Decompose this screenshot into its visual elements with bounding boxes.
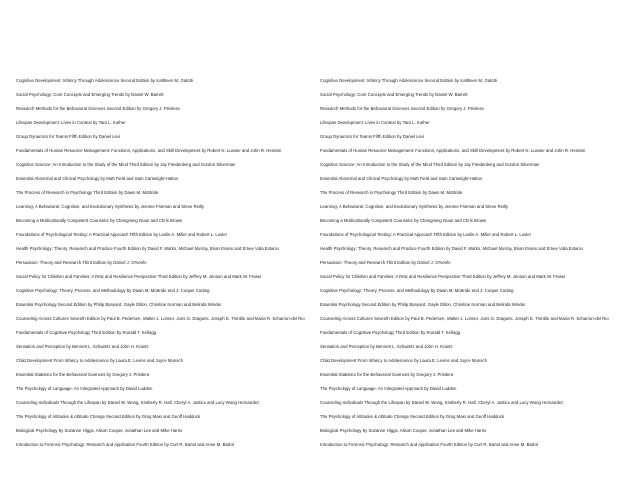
list-item: The Process of Research in Psychology Third Edition by Dawn M. McBride <box>16 190 159 196</box>
list-item: Counseling Individuals Through the Lifespan by Daniel W. Wong, Kimberly R. Hall, Cheryl A. Justice and Lucy Wong Hernandez <box>16 400 260 406</box>
list-item: Social Psychology: Core Concepts and Emerging Trends by Daniel W. Barrett <box>16 92 164 98</box>
list-item: Social Policy for Children and Families: A Risk and Resilience Perspective Third Edition by Jeffrey M. Jenson and Mark W. Fraser <box>16 274 262 280</box>
list-item: Group Dynamics for Teams Fifth Edition by Daniel Levi <box>16 134 121 140</box>
list-item: Cognitive Science: An Introduction to the Study of the Mind Third Edition by Jay Friedenberg and Gordon Silverman <box>16 162 236 168</box>
list-item: Foundations of Psychological Testing: A Practical Approach Fifth Edition by Leslie A. Miller and Robert L. Lovler <box>320 232 532 238</box>
list-item: Fundamentals of Human Resource Management: Functions, Applications, and Skill Development by Robert N. Lussier and John R. Hendon <box>320 148 586 154</box>
list-item: The Psychology of Language: An Integrated Approach by David Ludden <box>320 386 457 392</box>
list-item: Foundations of Psychological Testing: A Practical Approach Fifth Edition by Leslie A. Miller and Robert L. Lovler <box>16 232 228 238</box>
list-item: Fundamentals of Cognitive Psychology Third Edition by Ronald T. Kellogg <box>16 330 157 336</box>
list-item: Child Development From Infancy to Adolescence by Laura E. Levine and Joyce Munsch <box>320 358 487 364</box>
list-item: Fundamentals of Human Resource Management: Functions, Applications, and Skill Development by Robert N. Lussier and John R. Hendon <box>16 148 282 154</box>
list-item: Essential Psychology Second Edition by Philip Banyard, Gayle Dillon, Christine Norman and Belinda Winder <box>320 302 526 308</box>
list-item: Cognitive Psychology: Theory, Process, and Methodology by Dawn M. McBride and J. Cooper Cutting <box>16 288 210 294</box>
list-item: Social Policy for Children and Families: A Risk and Resilience Perspective Third Edition by Jeffrey M. Jenson and Mark W. Fraser <box>320 274 566 280</box>
list-item: Fundamentals of Cognitive Psychology Third Edition by Ronald T. Kellogg <box>320 330 461 336</box>
list-item: Biological Psychology by Suzanne Higgs, Alison Cooper, Jonathan Lee and Mike Harris <box>320 428 487 434</box>
list-item: Research Methods for the Behavioral Sciences Second Edition by Gregory J. Privitera <box>16 106 180 112</box>
list-item: Learning: A Behavioral, Cognitive, and Evolutionary Synthesis by Jerome Frieman and Steve Reilly <box>16 204 204 210</box>
right-column <box>320 78 620 448</box>
list-item: Lifespan Development: Lives in Context by Tara L. Kuther <box>16 120 126 126</box>
list-item: The Process of Research in Psychology Third Edition by Dawn M. McBride <box>320 190 463 196</box>
list-item: Group Dynamics for Teams Fifth Edition by Daniel Levi <box>320 134 425 140</box>
list-item: The Psychology of Language: An Integrated Approach by David Ludden <box>16 386 153 392</box>
list-item: Child Development From Infancy to Adolescence by Laura E. Levine and Joyce Munsch <box>16 358 183 364</box>
list-item: Persuasion: Theory and Research Third Edition by Daniel J. O'Keefe <box>320 260 451 266</box>
list-item: Sensation and Perception by Bennett L. Schwartz and John H. Krantz <box>320 344 453 350</box>
list-item: Biological Psychology by Suzanne Higgs, Alison Cooper, Jonathan Lee and Mike Harris <box>16 428 183 434</box>
list-item: Health Psychology: Theory, Research and Practice Fourth Edition by David F. Marks, Michael Murray, Brian Evans and Emee Vida Estacio <box>320 246 583 252</box>
left-column <box>16 78 316 448</box>
list-item: Essential Psychology Second Edition by Philip Banyard, Gayle Dillon, Christine Norman and Belinda Winder <box>16 302 222 308</box>
list-item: Health Psychology: Theory, Research and Practice Fourth Edition by David F. Marks, Michael Murray, Brian Evans and Emee Vida Estacio <box>16 246 279 252</box>
list-item: Research Methods for the Behavioral Sciences Second Edition by Gregory J. Privitera <box>320 106 484 112</box>
list-item: Lifespan Development: Lives in Context by Tara L. Kuther <box>320 120 430 126</box>
list-item: Essential Abnormal and Clinical Psychology by Matt Field and Sam Cartwright-Hatton <box>16 176 179 182</box>
list-item: The Psychology of Attitudes & Attitude Change Second Edition by Greg Maio and Geoff Haddock <box>16 414 201 420</box>
list-item: Essential Statistics for the Behavioral Sciences by Gregory J. Privitera <box>16 372 150 378</box>
list-item: Counseling Across Cultures Seventh Edition by Paul B. Pedersen, Walter J. Lonner, Juris G. Draguns, Joseph E. Trimble and Maria R. Scharron-del Rio <box>16 316 305 322</box>
list-item: Cognitive Development: Infancy Through Adolescence Second Edition by Kathleen M. Galotti <box>16 78 193 83</box>
list-item: Cognitive Development: Infancy Through Adolescence Second Edition by Kathleen M. Galotti <box>320 78 497 83</box>
list-item: Becoming a Multiculturally Competent Counselor by Changming Duan and Chris Brown <box>320 218 487 224</box>
list-item: Introduction to Forensic Psychology: Research and Application Fourth Edition by Curt R. Bartol and Anne M. Bartol <box>320 442 538 448</box>
list-item: Learning: A Behavioral, Cognitive, and Evolutionary Synthesis by Jerome Frieman and Steve Reilly <box>320 204 508 210</box>
list-item: Becoming a Multiculturally Competent Counselor by Changming Duan and Chris Brown <box>16 218 183 224</box>
list-item: Counseling Across Cultures Seventh Edition by Paul B. Pedersen, Walter J. Lonner, Juris G. Draguns, Joseph E. Trimble and Maria R. Scharron-del Rio <box>320 316 609 322</box>
list-item: Sensation and Perception by Bennett L. Schwartz and John H. Krantz <box>16 344 149 350</box>
list-item: Cognitive Psychology: Theory, Process, and Methodology by Dawn M. McBride and J. Cooper Cutting <box>320 288 514 294</box>
list-item: Counseling Individuals Through the Lifespan by Daniel W. Wong, Kimberly R. Hall, Cheryl A. Justice and Lucy Wong Hernandez <box>320 400 564 406</box>
list-item: Essential Statistics for the Behavioral Sciences by Gregory J. Privitera <box>320 372 454 378</box>
list-item: The Psychology of Attitudes & Attitude Change Second Edition by Greg Maio and Geoff Haddock <box>320 414 505 420</box>
list-item: Social Psychology: Core Concepts and Emerging Trends by Daniel W. Barrett <box>320 92 468 98</box>
list-item: Persuasion: Theory and Research Third Edition by Daniel J. O'Keefe <box>16 260 147 266</box>
list-item: Introduction to Forensic Psychology: Research and Application Fourth Edition by Curt R. Bartol and Anne M. Bartol <box>16 442 234 448</box>
list-item: Cognitive Science: An Introduction to the Study of the Mind Third Edition by Jay Friedenberg and Gordon Silverman <box>320 162 540 168</box>
list-item: Essential Abnormal and Clinical Psychology by Matt Field and Sam Cartwright-Hatton <box>320 176 483 182</box>
